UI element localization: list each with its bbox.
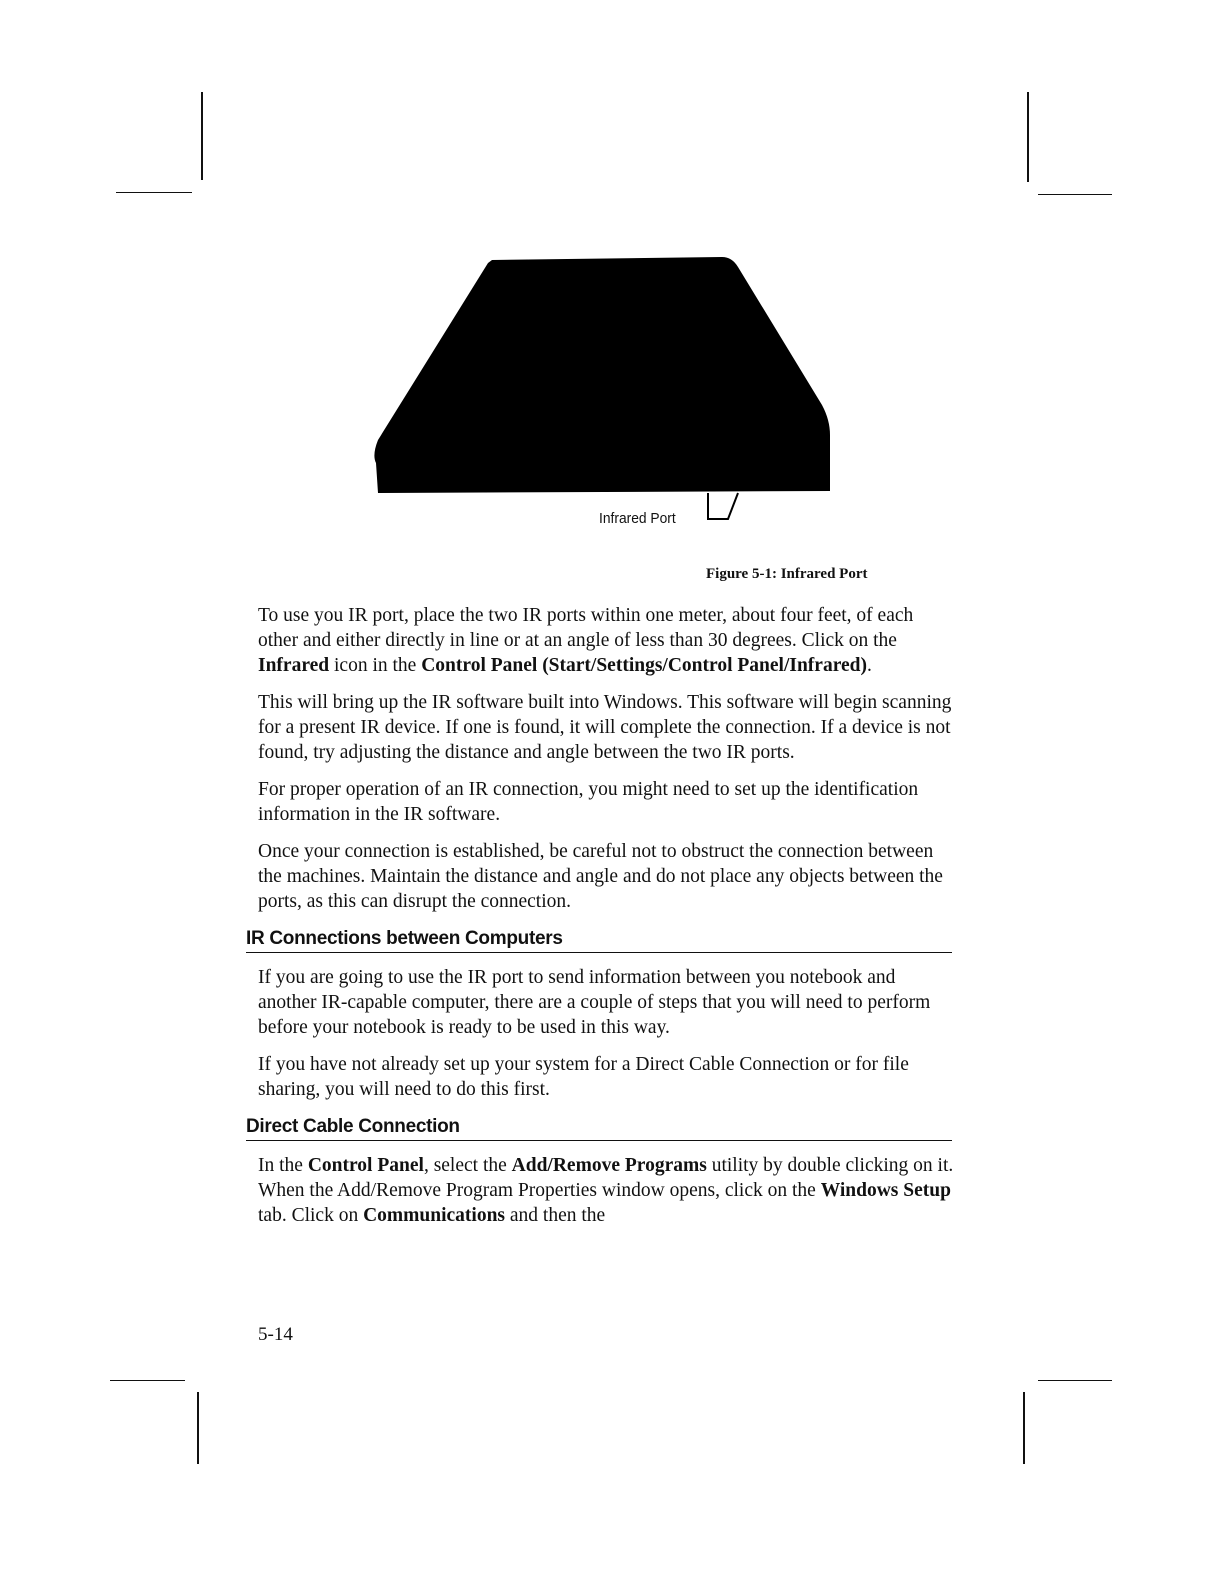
crop-mark-top-left-horizontal (116, 192, 192, 193)
section2-paragraphs (258, 1153, 958, 1228)
text-run: If you are going to use the IR port to send information between you notebook and another IR-capable computer, there are a couple of steps that you will need to perform before your notebook is ready to be used in this way. (258, 967, 931, 1038)
paragraph (258, 965, 958, 1040)
bold-text: Infrared (258, 655, 330, 676)
paragraph (258, 839, 958, 914)
text-run: For proper operation of an IR connection, you might need to set up the identification information in the IR software. (258, 779, 919, 825)
paragraph (258, 690, 958, 765)
text-run: . (867, 655, 872, 676)
body-text (246, 603, 958, 1240)
crop-mark-top-right-vertical (1027, 92, 1029, 182)
text-run: and then the (505, 1205, 606, 1226)
paragraph (258, 1153, 958, 1228)
crop-mark-bottom-left-horizontal (110, 1380, 185, 1381)
text-run: tab. Click on (258, 1205, 364, 1226)
crop-mark-top-right-horizontal (1038, 194, 1112, 195)
bold-text: Communications (363, 1205, 506, 1226)
notebook-illustration (370, 255, 840, 535)
crop-mark-bottom-right-vertical (1023, 1392, 1025, 1464)
bold-text: Control Panel (307, 1155, 424, 1176)
crop-mark-bottom-right-horizontal (1038, 1380, 1112, 1381)
crop-mark-bottom-left-vertical (197, 1392, 199, 1464)
figure-label-infrared-port: Infrared Port (599, 510, 676, 527)
infrared-port-pointer (708, 493, 738, 519)
heading-direct-cable-connection: Direct Cable Connection (246, 1116, 952, 1141)
text-run: utility by double clicking on it. When the Add/Remove Program Properties window opens, click on the (258, 1155, 954, 1201)
bold-text: Control Panel (Start/Settings/Control Panel/Infrared) (421, 655, 867, 676)
text-run: This will bring up the IR software built into Windows. This software will begin scanning for a present IR device. If one is found, it will complete the connection. If a device is not found, try adjusting the distance and angle between the two IR ports. (258, 692, 952, 763)
heading-ir-connections: IR Connections between Computers (246, 928, 952, 953)
intro-paragraphs (258, 603, 958, 914)
bold-text: Add/Remove Programs (511, 1155, 707, 1176)
page-number: 5-14 (258, 1324, 293, 1345)
text-run: Once your connection is established, be careful not to obstruct the connection between the machines. Maintain the distance and angle and do not place any objects between the ports, as this can disrupt the connection. (258, 841, 943, 912)
text-run: icon in the (329, 655, 422, 676)
bold-text: Windows Setup (820, 1180, 951, 1201)
text-run: , select the (423, 1155, 512, 1176)
figure-caption: Figure 5-1: Infrared Port (706, 566, 868, 582)
text-run: If you have not already set up your system for a Direct Cable Connection or for file sharing, you will need to do this first. (258, 1054, 909, 1100)
section1-paragraphs (258, 965, 958, 1102)
text-run: To use you IR port, place the two IR ports within one meter, about four feet, of each other and either directly in line or at an angle of less than 30 degrees. Click on the (258, 605, 914, 651)
paragraph (258, 777, 958, 827)
text-run: In the (258, 1155, 308, 1176)
paragraph (258, 603, 958, 678)
paragraph (258, 1052, 958, 1102)
crop-mark-top-left-vertical (201, 92, 203, 180)
notebook-silhouette (374, 257, 830, 493)
